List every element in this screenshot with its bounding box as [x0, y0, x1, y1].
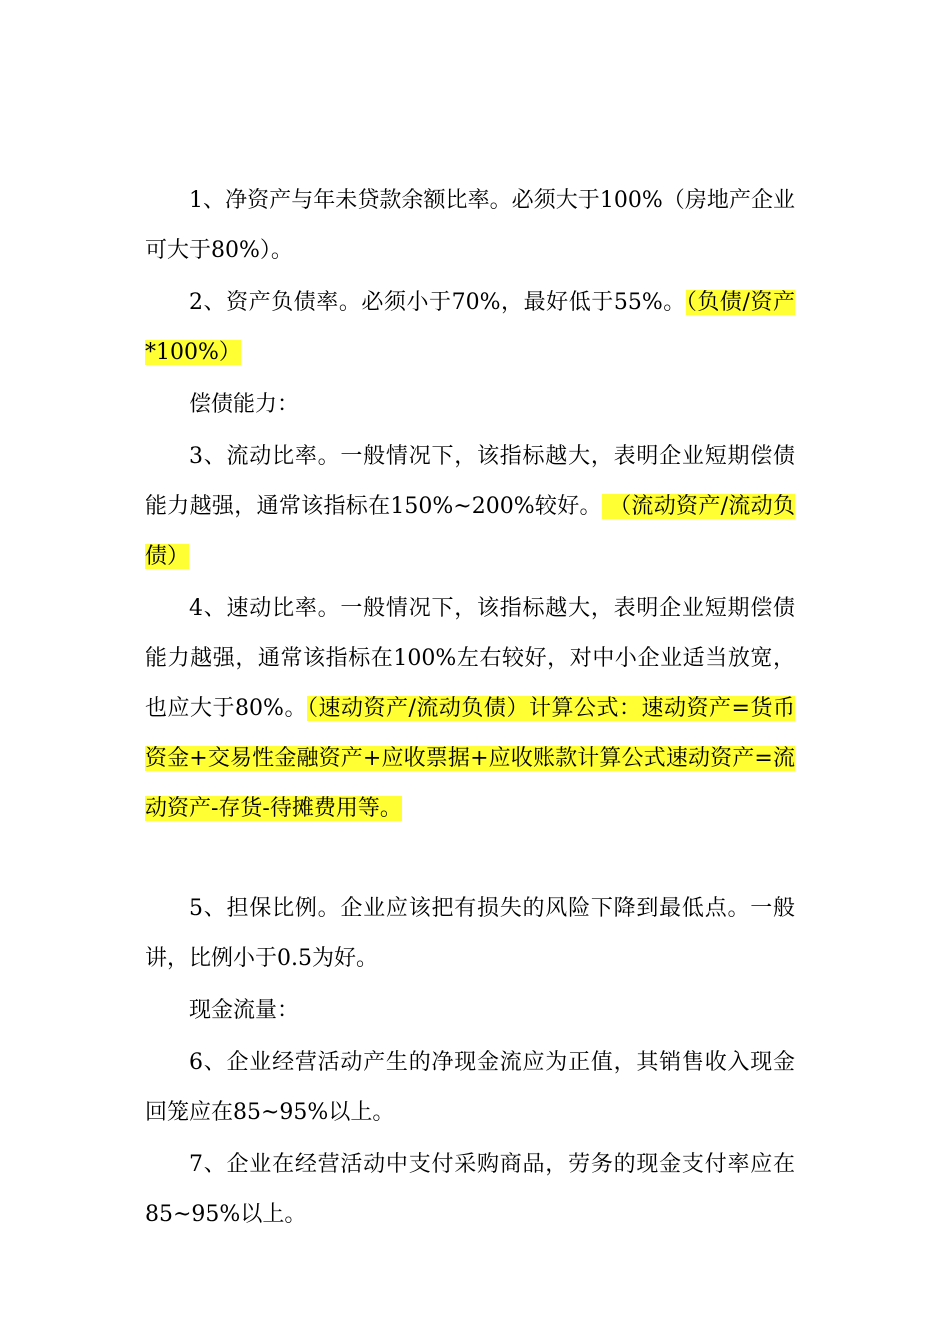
highlighted-formula: （流动资产/流动负债）	[145, 494, 795, 569]
paragraph-2	[145, 278, 795, 378]
paragraph-text: 5、担保比例。企业应该把有损失的风险下降到最低点。一般讲，比例小于0.5为好。	[145, 896, 795, 971]
paragraph-text: 偿债能力：	[189, 392, 300, 417]
paragraph-5	[145, 884, 795, 984]
document-body	[145, 176, 795, 1242]
paragraph-text: 3、流动比率。一般情况下，该指标越大，表明企业短期偿债能力越强，通常该指标在150%~200%较好。	[145, 444, 795, 519]
paragraph-3	[145, 432, 795, 582]
paragraph-text: 2、资产负债率。必须小于70%，最好低于55%。	[189, 290, 686, 315]
paragraph-text: 6、企业经营活动产生的净现金流应为正值，其销售收入现金回笼应在85~95%以上。	[145, 1050, 795, 1125]
paragraph-text: 1、净资产与年未贷款余额比率。必须大于100%（房地产企业可大于80%）。	[145, 188, 795, 263]
paragraph-text: 7、企业在经营活动中支付采购商品，劳务的现金支付率应在85~95%以上。	[145, 1152, 795, 1227]
paragraph-7	[145, 1140, 795, 1240]
paragraph-1	[145, 176, 795, 276]
section-heading-cash-flow	[145, 986, 795, 1036]
paragraph-text: 4、速动比率。一般情况下，该指标越大，表明企业短期偿债能力越强，通常该指标在100%左右较好，对中小企业适当放宽，也应大于80%。	[145, 596, 795, 721]
paragraph-4	[145, 584, 795, 834]
paragraph-6	[145, 1038, 795, 1138]
highlighted-formula: （负债/资产*100%）	[145, 290, 795, 365]
paragraph-text: 现金流量：	[189, 998, 300, 1023]
highlighted-formula: （速动资产/流动负债）计算公式：速动资产=货币资金+交易性金融资产+应收票据+应收账款计算公式速动资产=流动资产-存货-待摊费用等。	[145, 696, 795, 821]
section-heading-solvency	[145, 380, 795, 430]
